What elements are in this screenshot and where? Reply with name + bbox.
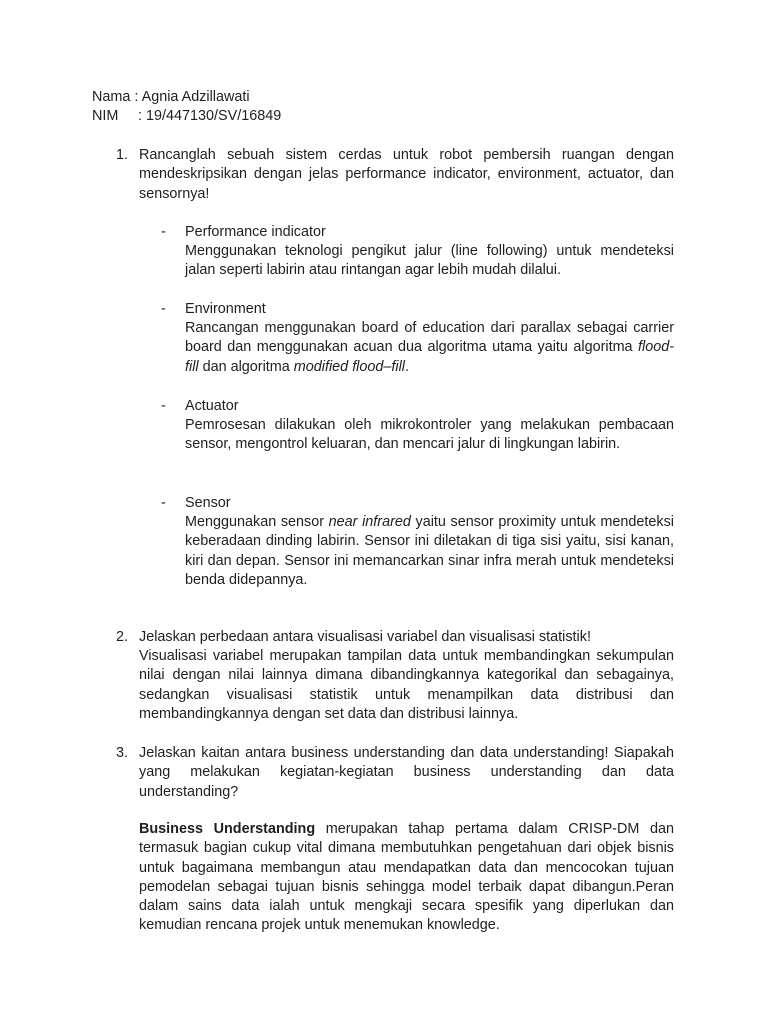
q1-item-title: Actuator bbox=[185, 398, 239, 414]
q3-number: 3. bbox=[116, 745, 129, 761]
q2-question: Jelaskan perbedaan antara visualisasi variabel dan visualisasi statistik! bbox=[139, 629, 591, 645]
nim-line bbox=[92, 107, 281, 126]
q1-question: Rancanglah sebuah sistem cerdas untuk robot pembersih ruangan dengan mendeskripsikan dengan jelas performance indicator, environment, actuator, dan sensornya! bbox=[139, 147, 674, 202]
body-italic: flood-fill bbox=[185, 339, 674, 375]
q1-item-dash: - bbox=[161, 398, 166, 414]
q1-item-dash: - bbox=[161, 495, 166, 511]
nim-value: 19/447130/SV/16849 bbox=[146, 108, 282, 124]
name-label: Nama bbox=[92, 89, 131, 105]
name-line bbox=[92, 88, 250, 107]
body-italic: modified flood–fill bbox=[293, 358, 405, 375]
q1-item-body bbox=[185, 513, 674, 590]
q1-item-body bbox=[185, 319, 674, 377]
body-text: . bbox=[405, 358, 409, 375]
answer-bold-term: Business Understanding bbox=[139, 821, 316, 837]
body-text: Rancangan menggunakan board of education dari parallax sebagai carrier board dan menggunakan acuan dua algoritma utama yaitu algoritma bbox=[185, 320, 674, 356]
q1-item-dash: - bbox=[161, 301, 166, 317]
q2-answer: Visualisasi variabel merupakan tampilan data untuk membandingkan sekumpulan nilai dengan nilai lainnya dimana dibandingkannya kategorikal dan sebagainya, sedangkan visualisasi statistik untuk menampilkan data distribusi dan membandingkannya dengan set data dan distribusi lainnya. bbox=[139, 648, 674, 722]
q1-item-body: Menggunakan teknologi pengikut jalur (line following) untuk mendeteksi jalan seperti labirin atau rintangan agar lebih mudah dilalui. bbox=[185, 243, 674, 279]
q1-number: 1. bbox=[116, 147, 129, 163]
name-separator: : bbox=[134, 89, 139, 105]
body-text: dan algoritma bbox=[198, 358, 294, 375]
body-italic: near infrared bbox=[328, 514, 411, 530]
q3-question: Jelaskan kaitan antara business understanding dan data understanding! Siapakah yang melakukan kegiatan-kegiatan business understanding dan data understanding? bbox=[139, 745, 674, 800]
name-value: Agnia Adzillawati bbox=[141, 89, 250, 105]
q1-item-dash: - bbox=[161, 224, 166, 240]
q3-answer bbox=[139, 820, 674, 936]
q1-item-title: Sensor bbox=[185, 495, 231, 511]
q2-number: 2. bbox=[116, 629, 129, 645]
q1-item-title: Performance indicator bbox=[185, 224, 326, 240]
q1-item-body: Pemrosesan dilakukan oleh mikrokontroler yang melakukan pembacaan sensor, mengontrol keluaran, dan mencari jalur di lingkungan labirin. bbox=[185, 417, 674, 453]
body-text: Menggunakan sensor bbox=[185, 514, 329, 530]
answer-text: merupakan tahap pertama dalam CRISP-DM dan termasuk bagian cukup vital dimana membutuhkan pengetahuan dari objek bisnis untuk bagaimana membangun atau mendapatkan data dan mencocokan tujuan pemodelan sebagai tujuan bisnis sehingga model terbaik dapat dibangun.Peran dalam sains data ialah untuk mengkaji secara spesifik yang diperlukan dan kemudian rencana projek untuk menemukan knowledge. bbox=[139, 821, 674, 934]
nim-label: NIM bbox=[92, 108, 119, 124]
q1-item-title: Environment bbox=[185, 301, 266, 317]
body-text: yaitu sensor proximity untuk mendeteksi keberadaan dinding labirin. Sensor ini diletakan di tiga sisi yaitu, sisi kanan, kiri dan depan. Sensor ini memancarkan sinar infra merah untuk mendeteksi benda didepannya. bbox=[185, 514, 674, 588]
nim-separator: : bbox=[138, 108, 142, 124]
